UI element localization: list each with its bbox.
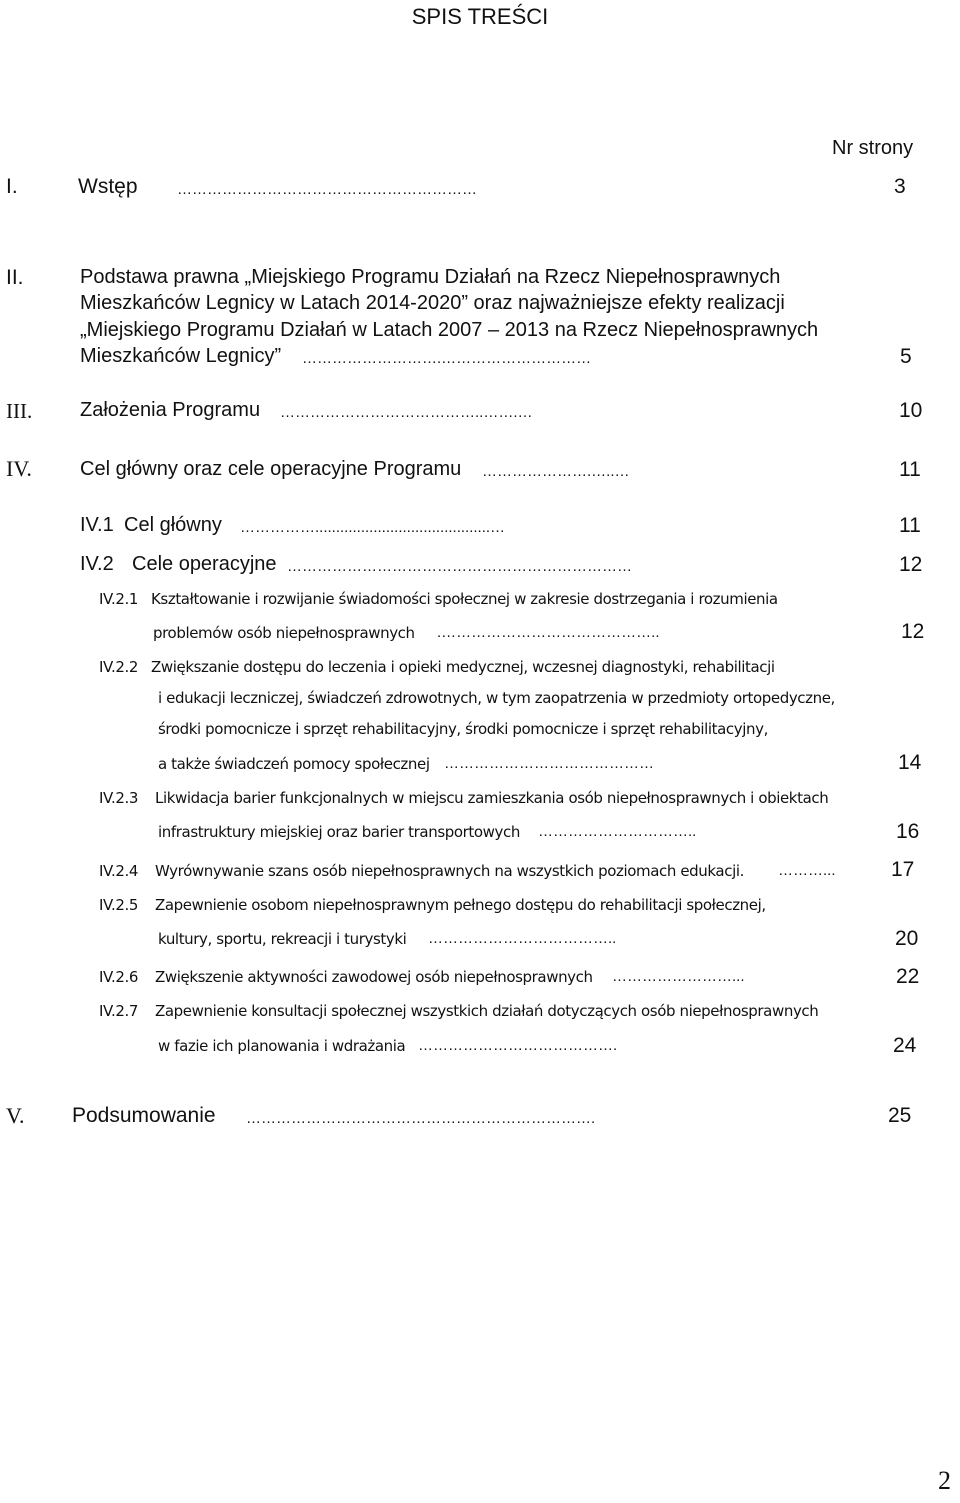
entry-title: Zwiększenie aktywności zawodowej osób niepełnosprawnych [155, 968, 593, 986]
entry-leader: ……………..........................................… [240, 519, 506, 536]
entry-title-line: problemów osób niepełnosprawnych [153, 624, 415, 642]
entry-leader: ……………………………………………………………. [246, 1110, 596, 1127]
entry-leader: ……………………….………………………… [302, 350, 592, 367]
entry-number: II. [6, 266, 24, 289]
entry-title-line: w fazie ich planowania i wdrażania [158, 1037, 406, 1055]
entry-number: IV. [6, 456, 32, 481]
entry-title: Wyrównywanie szans osób niepełnosprawnych na wszystkich poziomach edukacji. [155, 862, 744, 880]
entry-leader: …………………………………………………………… [287, 558, 632, 575]
entry-page: 16 [896, 820, 920, 843]
entry-title-line: „Miejskiego Programu Działań w Latach 2007 – 2013 na Rzecz Niepełnosprawnych [80, 319, 819, 341]
entry-leader: …………………………………………………… [177, 181, 477, 198]
entry-title-line: Zapewnienie osobom niepełnosprawnym pełnego dostępu do rehabilitacji społecznej, [155, 896, 766, 914]
entry-number: IV.2.4 [99, 862, 138, 880]
entry-page: 25 [888, 1104, 912, 1127]
entry-page: 3 [894, 175, 906, 198]
entry-title-line: infrastruktury miejskiej oraz barier transportowych [158, 823, 520, 841]
entry-title-line: Likwidacja barier funkcjonalnych w miejscu zamieszkania osób niepełnosprawnych i obiektach [155, 789, 829, 807]
entry-page: 5 [900, 345, 912, 368]
entry-number: IV.2.3 [99, 789, 138, 807]
entry-title-line: Zwiększanie dostępu do leczenia i opieki medycznej, wczesnej diagnostyki, rehabilitacji [151, 658, 775, 676]
entry-number: V. [6, 1103, 25, 1128]
entry-page: 12 [901, 620, 925, 643]
entry-leader: ……………………... [612, 968, 745, 985]
entry-page: 11 [899, 514, 921, 537]
entry-title-line: Mieszkańców Legnicy” [80, 345, 282, 367]
entry-leader: ………………….…..… [482, 463, 630, 480]
entry-page: 14 [898, 751, 922, 774]
entry-title-line: a także świadczeń pomocy społecznej [158, 755, 430, 773]
entry-number: IV.1 [80, 514, 114, 536]
entry-page: 12 [899, 553, 923, 576]
entry-page: 11 [899, 458, 921, 481]
entry-number: IV.2.2 [99, 658, 138, 676]
entry-title-line: Zapewnienie konsultacji społecznej wszystkich działań dotyczących osób niepełnosprawnych [155, 1002, 819, 1020]
entry-title: Wstęp [78, 175, 138, 198]
entry-title: Cel główny oraz cele operacyjne Programu [80, 458, 462, 480]
entry-title-line: Mieszkańców Legnicy w Latach 2014-2020” oraz najważniejsze efekty realizacji [80, 292, 785, 314]
entry-leader: ………………………….. [538, 823, 697, 840]
entry-page: 24 [893, 1034, 917, 1057]
entry-title: Cele operacyjne [132, 553, 277, 575]
entry-page: 10 [899, 399, 923, 422]
page-number-header: Nr strony [832, 137, 914, 159]
entry-leader: ……………………………….. [428, 930, 617, 947]
entry-page: 20 [895, 927, 919, 950]
entry-leader: …………………………………. [418, 1037, 618, 1054]
entry-number: IV.2.7 [99, 1002, 138, 1020]
entry-title: Podsumowanie [72, 1104, 216, 1127]
entry-title-line: Podstawa prawna „Miejskiego Programu Działań na Rzecz Niepełnosprawnych [80, 266, 781, 288]
entry-number: III. [6, 399, 33, 423]
entry-title-line: kultury, sportu, rekreacji i turystyki [158, 930, 407, 948]
entry-title: Cel główny [124, 514, 222, 536]
entry-leader: …………………………………..…….… [280, 404, 533, 421]
entry-title: Założenia Programu [80, 399, 261, 421]
entry-number: IV.2.6 [99, 968, 138, 986]
entry-leader: ………... [778, 862, 836, 879]
entry-page: 17 [891, 858, 915, 881]
entry-leader: …………………………………… [444, 755, 654, 772]
entry-number: I. [6, 175, 18, 198]
entry-number: IV.2.5 [99, 896, 138, 914]
entry-title-line: środki pomocnicze i sprzęt rehabilitacyjny, środki pomocnicze i sprzęt rehabilitacyjny, [158, 720, 768, 738]
entry-title-line: i edukacji leczniczej, świadczeń zdrowotnych, w tym zaopatrzenia w przedmioty ortopedyczne, [158, 689, 835, 707]
entry-number: IV.2 [80, 553, 114, 575]
entry-page: 22 [896, 965, 920, 988]
entry-number: IV.2.1 [99, 590, 138, 608]
page-number: 2 [938, 1466, 951, 1495]
document-title: SPIS TREŚCI [411, 4, 549, 29]
entry-leader: .…………………………………….. [437, 624, 660, 641]
entry-title-line: Kształtowanie i rozwijanie świadomości społecznej w zakresie dostrzegania i rozumienia [151, 590, 778, 608]
